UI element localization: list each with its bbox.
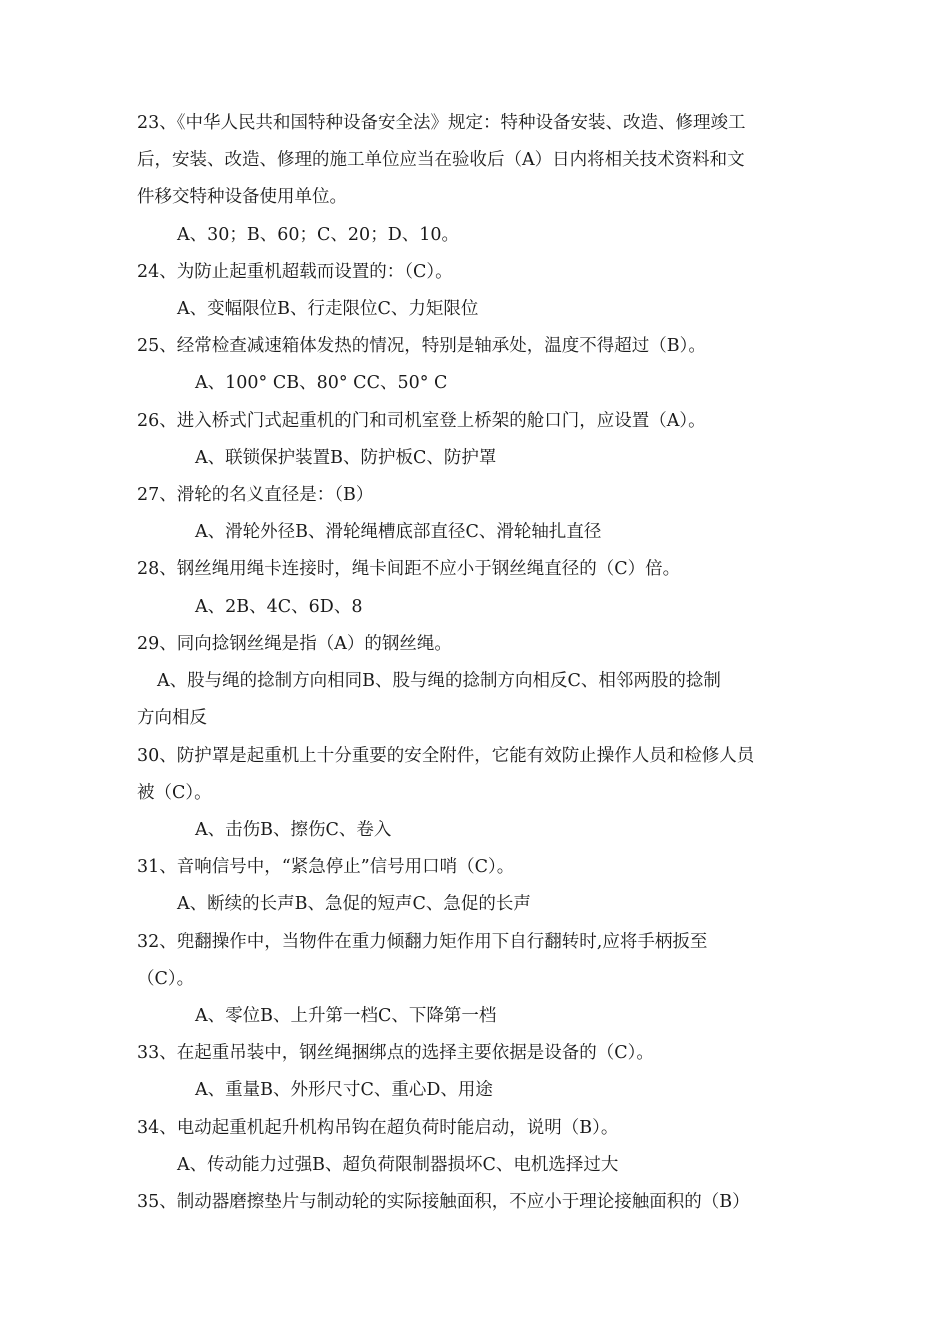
question-30-line-2: 被（C）。 (137, 783, 212, 803)
question-27-options: A、滑轮外径B、滑轮绳槽底部直径C、滑轮轴扎直径 (195, 522, 602, 542)
question-26-options: A、联锁保护装置B、防护板C、防护罩 (195, 448, 497, 468)
question-31: 31、音响信号中，“紧急停止”信号用口哨（C）。 (137, 857, 515, 877)
question-29: 29、同向捻钢丝绳是指（A）的钢丝绳。 (137, 634, 452, 654)
question-33: 33、在起重吊装中，钢丝绳捆绑点的选择主要依据是设备的（C）。 (137, 1043, 654, 1063)
question-23-line-2: 后，安装、改造、修理的施工单位应当在验收后（A）日内将相关技术资料和文 (137, 150, 745, 170)
question-32-options: A、零位B、上升第一档C、下降第一档 (195, 1006, 497, 1026)
question-23-line-1: 23、《中华人民共和国特种设备安全法》规定：特种设备安装、改造、修理竣工 (137, 113, 746, 133)
question-29-options-line-1: A、股与绳的捻制方向相同B、股与绳的捻制方向相反C、相邻两股的捻制 (157, 671, 721, 691)
question-33-options: A、重量B、外形尺寸C、重心D、用途 (195, 1080, 493, 1100)
question-27: 27、滑轮的名义直径是：（B） (137, 485, 374, 505)
question-25-options: A、100° CB、80° CC、50° C (195, 373, 448, 393)
question-35: 35、制动器磨擦垫片与制动轮的实际接触面积，不应小于理论接触面积的（B） (137, 1192, 750, 1212)
question-23-options: A、30；B、60；C、20；D、10。 (177, 225, 459, 245)
question-25: 25、经常检查减速箱体发热的情况，特别是轴承处，温度不得超过（B）。 (137, 336, 706, 356)
question-30-options: A、击伤B、擦伤C、卷入 (195, 820, 392, 840)
question-29-options-line-2: 方向相反 (137, 708, 207, 728)
question-28-options: A、2B、4C、6D、8 (195, 597, 363, 617)
question-34: 34、电动起重机起升机构吊钩在超负荷时能启动，说明（B）。 (137, 1118, 619, 1138)
question-30-line-1: 30、防护罩是起重机上十分重要的安全附件，它能有效防止操作人员和检修人员 (137, 746, 755, 766)
question-26: 26、进入桥式门式起重机的门和司机室登上桥架的舱口门，应设置（A）。 (137, 411, 706, 431)
question-23-line-3: 件移交特种设备使用单位。 (137, 187, 347, 207)
question-28: 28、钢丝绳用绳卡连接时，绳卡间距不应小于钢丝绳直径的（C）倍。 (137, 559, 681, 579)
question-32-line-1: 32、兜翻操作中，当物件在重力倾翻力矩作用下自行翻转时,应将手柄扳至 (137, 932, 708, 952)
question-32-line-2: （C）。 (137, 969, 195, 989)
question-31-options: A、断续的长声B、急促的短声C、急促的长声 (177, 894, 531, 914)
question-34-options: A、传动能力过强B、超负荷限制器损坏C、电机选择过大 (177, 1155, 619, 1175)
question-24-options: A、变幅限位B、行走限位C、力矩限位 (177, 299, 479, 319)
question-24: 24、为防止起重机超载而设置的：（C）。 (137, 262, 453, 282)
